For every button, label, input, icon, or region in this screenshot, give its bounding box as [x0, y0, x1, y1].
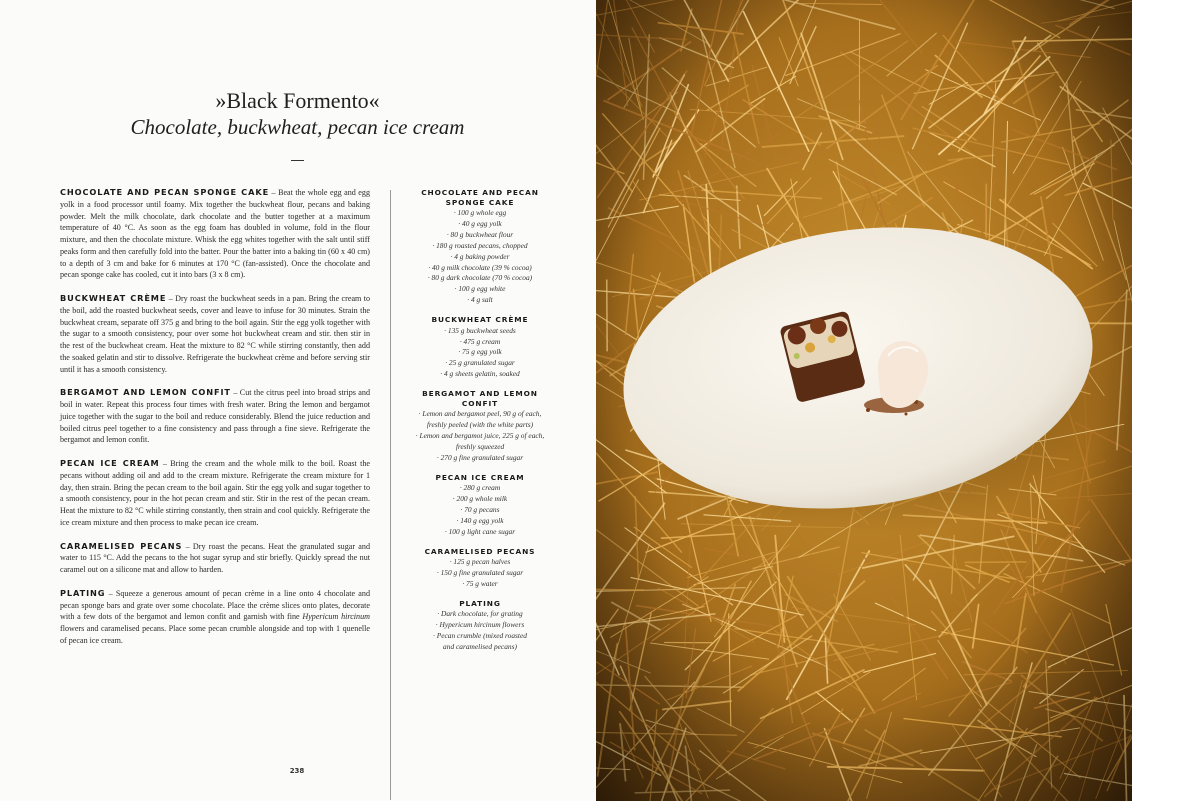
ingredient-item: · 100 g whole egg	[453, 208, 507, 217]
dessert-photo	[596, 0, 1132, 801]
ingredient-item: · Lemon and bergamot peel, 90 g of each,	[418, 409, 542, 419]
ingredient-item: · 80 g buckwheat flour	[446, 229, 514, 239]
ingredient-item: · 75 g egg yolk	[458, 347, 502, 357]
ingredient-heading: CARAMELISED PECANS	[424, 546, 536, 556]
ingredient-item: · Dark chocolate, for grating	[437, 609, 523, 619]
ingredient-item: · 125 g pecan halves	[449, 557, 511, 567]
method-heading: PLATING	[60, 587, 106, 598]
page-number: 238	[289, 767, 305, 775]
ingredient-item: · 475 g cream	[459, 336, 501, 346]
method-text: – Beat the whole egg and egg yolk in a food processor until foamy. Mix together the buckwheat flour, pecans and baking powder. Melt the milk chocolate, dark chocolate and the butter together at a maximum temperature of 40 °C. As soon as the egg foam has doubled in volume, fold in the flour mixture, and then the chocolate mixture. Whisk the egg whites together with the salt until stiff peaks form and then carefully fold into the batter. Pour the batter into a baking tin (60 x 40 cm) to a depth of 3 cm and bake for 6 minutes at 170 °C (fan-assisted). Once the chocolate and pecan sponge cake has cooled, cut it into bars (3 x 8 cm).	[60, 188, 370, 280]
ingredient-block	[405, 389, 555, 464]
dish-name: »Black Formento«	[215, 88, 380, 113]
ingredient-heading: PLATING	[459, 598, 501, 608]
plated-dessert-image	[596, 0, 1132, 801]
ingredient-item: · 4 g baking powder	[450, 251, 510, 261]
method-heading: CARAMELISED PECANS	[60, 540, 183, 551]
method-heading: BUCKWHEAT CRÈME	[60, 293, 167, 303]
column-divider	[390, 190, 391, 800]
ingredient-heading: CHOCOLATE AND PECAN SPONGE CAKE	[421, 188, 539, 207]
ingredient-item: · Pecan crumble (mixed roasted	[433, 631, 527, 641]
ingredient-block	[405, 473, 555, 538]
ingredient-item: · 25 g granulated sugar	[445, 358, 515, 368]
ingredient-item: · 280 g cream	[459, 483, 501, 493]
ingredient-item: · 80 g dark chocolate (70 % cocoa)	[427, 273, 533, 283]
recipe-title	[100, 88, 495, 140]
ingredient-item: · 4 g salt	[467, 295, 493, 305]
title-divider	[291, 160, 304, 161]
ingredient-item: freshly peeled (with the white parts)	[426, 420, 534, 430]
method-pecan-ice-cream	[60, 458, 370, 529]
ingredient-item: · 150 g fine granulated sugar	[436, 568, 524, 578]
ingredient-item: · 75 g water	[462, 579, 498, 589]
ingredient-item: freshly squeezed	[455, 441, 505, 451]
ingredients-column	[405, 188, 555, 662]
method-sponge-cake	[60, 187, 370, 281]
method-text: – Dry roast the buckwheat seeds in a pan. Bring the cream to the boil, add the roasted buckwheat seeds, cover and leave to infuse for 30 minutes. Strain the buckwheat cream, separate off 375 g and bring to the boil again. Stir the egg yolk together with the sugar to a smooth consistency, pour over some hot buckwheat cream and stir. then stir in the rest of the buckwheat cream. Heat the mixture to 82 °C while stirring constantly, then add the soaked gelatin and stir to dissolve. Refrigerate the buckwheat crème and before serving stir until it has a smooth consistency.	[60, 294, 370, 374]
method-buckwheat-creme	[60, 293, 370, 375]
method-heading: CHOCOLATE AND PECAN SPONGE CAKE	[60, 187, 270, 197]
ingredient-item: · 180 g roasted pecans, chopped	[432, 240, 528, 250]
ingredient-item: · 40 g milk chocolate (39 % cocoa)	[428, 262, 532, 272]
ingredient-item: · Hypericum hircinum flowers	[435, 620, 525, 630]
ingredient-block	[405, 188, 555, 306]
method-plating	[60, 588, 370, 647]
ingredient-block	[405, 547, 555, 590]
ingredient-item: · 100 g light cane sugar	[444, 526, 516, 536]
method-text: flowers and caramelised pecans. Place some pecan crumble alongside and top with 1 quenelle of pecan ice cream.	[60, 624, 370, 645]
ingredient-item: and caramelised pecans)	[443, 642, 517, 652]
ingredient-item: · 140 g egg yolk	[456, 515, 504, 525]
ingredient-heading: PECAN ICE CREAM	[435, 472, 525, 482]
dish-subtitle: Chocolate, buckwheat, pecan ice cream	[130, 115, 465, 139]
ingredient-item: · 70 g pecans	[460, 505, 500, 515]
method-caramelised-pecans	[60, 541, 370, 576]
ingredient-block	[405, 599, 555, 653]
ingredient-item: · 135 g buckwheat seeds	[444, 325, 516, 335]
page-margin	[1132, 0, 1191, 801]
ingredient-heading: BERGAMOT AND LEMON CONFIT	[422, 389, 538, 408]
ingredient-item: · 270 g fine granulated sugar	[436, 452, 524, 462]
ingredient-item: · 100 g egg white	[454, 284, 506, 294]
method-bergamot-confit	[60, 387, 370, 446]
method-text: – Squeeze a generous amount of pecan crème in a line onto 4 chocolate and pecan sponge bars and grate over some chocolate. Place the crème slices onto plates, decorate with a few dots of the bergamot and lemon confit and garnish with fine	[60, 588, 370, 622]
method-heading: PECAN ICE CREAM	[60, 458, 160, 468]
method-column	[60, 187, 370, 659]
method-text: – Cut the citrus peel into broad strips and boil in water. Repeat this process four times with fresh water. Bring the lemon and bergamot juice together with the sugar to the boil and reduce considerably. Blend the juice reduction and boiled citrus peel together to a fine consistency and pass through a fine sieve. Refrigerate the bergamot and lemon confit.	[60, 388, 370, 445]
method-heading: BERGAMOT AND LEMON CONFIT	[60, 387, 231, 398]
method-text: – Bring the cream and the whole milk to the boil. Roast the pecans without adding oil and add to the cream mixture. Refrigerate the cream mixture for 1 day, then strain. Bring the pecan cream to the boil again. Stir the egg yolk and sugar together to a smooth consistency, pour in the hot pecan cream and stir. Stir in the rest of the pecan cream. Heat the mixture to 82 °C while stirring constantly, then strain and cool quickly. Refrigerate the ice cream mixture and then process to make pecan ice cream.	[60, 459, 370, 527]
ingredient-item: · 40 g egg yolk	[458, 218, 502, 228]
method-text: – Dry roast the pecans. Heat the granulated sugar and water to 115 °C. Add the pecans to the hot sugar syrup and stir briefly. Quickly spread the nut caramel out on a silicone mat and allow to harden.	[60, 541, 370, 574]
flower-name: Hypericum hircinum	[302, 612, 370, 622]
ingredient-item: · 200 g whole milk	[452, 494, 508, 504]
ingredient-block	[405, 315, 555, 380]
ingredient-item: · Lemon and bergamot juice, 225 g of each,	[415, 431, 545, 440]
ingredient-item: · 4 g sheets gelatin, soaked	[440, 369, 520, 379]
ingredient-heading: BUCKWHEAT CRÈME	[431, 315, 529, 325]
